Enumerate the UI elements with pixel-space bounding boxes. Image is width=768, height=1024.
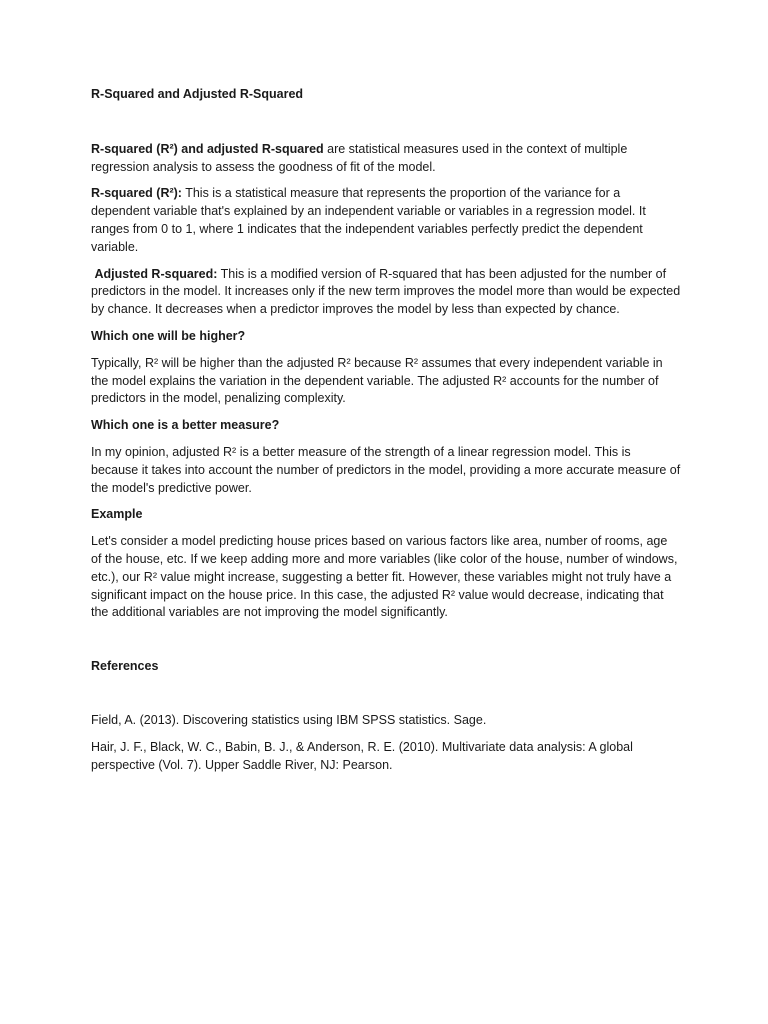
r-squared-text: This is a statistical measure that represents the proportion of the variance for a dependent variable that's explained by an independent variable or variables in a regression model. It ranges from 0 to 1, where 1 indicates that the independent variables perfectly predict the dependent variable. [91, 186, 646, 254]
adjusted-r-squared-paragraph [91, 266, 681, 319]
example-paragraph: Let's consider a model predicting house prices based on various factors like area, number of rooms, age of the house, etc. If we keep adding more and more variables (like color of the house, number of windows, etc.), our R² value might increase, suggesting a better fit. However, these variables might not truly have a significant impact on the house price. In this case, the adjusted R² value would decrease, indicating that the additional variables are not improving the model significantly. [91, 534, 678, 620]
r-squared-label: R-squared (R²): [91, 186, 182, 201]
r-squared-paragraph [91, 185, 681, 256]
higher-heading: Which one will be higher? [91, 328, 246, 343]
intro-paragraph [91, 141, 681, 177]
adjusted-r-squared-text: This is a modified version of R-squared that has been adjusted for the number of predictors in the model. It increases only if the new term improves the model more than would be expected by chance. It decreases when a predictor improves the model by less than expected by chance. [91, 266, 681, 317]
intro-bold-term: R-squared (R²) and adjusted R-squared [91, 141, 324, 156]
adjusted-r-squared-label: Adjusted R-squared: [94, 266, 218, 281]
document-page [91, 86, 681, 783]
higher-paragraph: Typically, R² will be higher than the adjusted R² because R² assumes that every independent variable in the model explains the variation in the dependent variable. The adjusted R² accounts for the number of predictors in the model, penalizing complexity. [91, 355, 663, 406]
reference-item-1: Field, A. (2013). Discovering statistics using IBM SPSS statistics. Sage. [91, 712, 487, 727]
better-measure-paragraph: In my opinion, adjusted R² is a better measure of the strength of a linear regression model. This is because it takes into account the number of predictors in the model, providing a more accurate measure of the model's predictive power. [91, 444, 681, 495]
example-heading: Example [91, 507, 143, 522]
better-measure-heading: Which one is a better measure? [91, 418, 280, 433]
reference-item-2: Hair, J. F., Black, W. C., Babin, B. J., & Anderson, R. E. (2010). Multivariate data analysis: A global perspective (Vol. 7). Upper Saddle River, NJ: Pearson. [91, 739, 633, 772]
document-title: R-Squared and Adjusted R-Squared [91, 87, 304, 101]
references-heading: References [91, 659, 159, 674]
intro-text: are statistical measures used in the context of multiple regression analysis to assess the goodness of fit of the model. [91, 141, 628, 174]
